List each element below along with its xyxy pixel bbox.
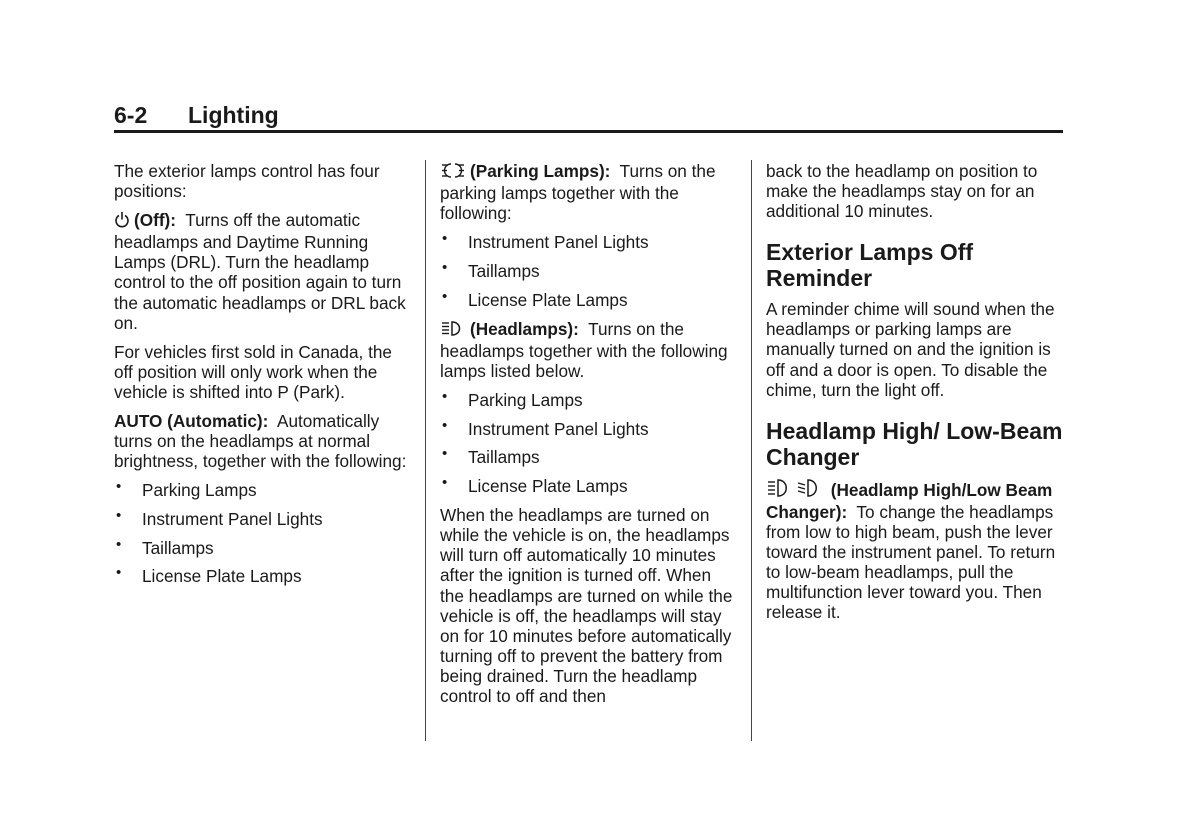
headlamps-text: Turns on the headlamps together with the following lamps listed below. [440,318,728,381]
bullet-icon: • [442,474,448,492]
bullet-icon: • [442,388,448,406]
bullet-icon: • [442,416,448,434]
auto-list [114,480,409,586]
list-item: • Instrument Panel Lights [442,230,649,253]
changer-label: (Headlamp High/Low Beam Changer): [766,479,1053,522]
bullet-icon: • [442,230,448,248]
auto-paragraph [114,411,409,471]
list-item: • Taillamps [442,258,540,281]
headlamps-label: (Headlamps): [470,318,579,339]
changer-text: To change the headlamps from low to high beam, push the lever toward the instrument panel. To return to low-beam headlamps, pull the multifunction lever toward you. Then release it. [766,501,1056,623]
headlamps-paragraph [440,319,738,381]
reminder-paragraph: A reminder chime will sound when the headlamps or parking lamps are manually turned on and the ignition is off and a door is open. To disable the chime, turn the light off. [766,299,1055,400]
parking-list [440,232,738,309]
list-item: • License Plate Lamps [442,287,628,310]
reminder-heading: Exterior Lamps Off Reminder [766,239,974,292]
off-paragraph [114,210,409,333]
column-divider [425,160,426,741]
list-item: • Taillamps [442,445,540,468]
low-beam-icon [796,478,822,502]
page-number: 6-2 [114,102,148,128]
changer-heading: Headlamp High/ Low-Beam Changer [766,417,1063,470]
list-item: • License Plate Lamps [442,474,628,497]
continued-paragraph: back to the headlamp on position to make the headlamps stay on for an additional 10 minutes. [766,161,1038,222]
parking-paragraph [440,161,738,223]
bullet-icon: • [116,564,122,582]
changer-paragraph [766,478,1064,623]
column-1 [114,161,409,595]
intro-paragraph: The exterior lamps control has four positions: [114,161,380,202]
power-icon [114,211,130,232]
parking-text: Turns on the parking lamps together with the following: [440,161,716,224]
headlamps-list [440,390,738,496]
list-item: • Instrument Panel Lights [116,507,323,529]
parking-label: (Parking Lamps): [470,161,611,181]
parking-lamps-icon [440,162,466,183]
off-label: (Off): [134,210,176,231]
auto-text: Automatically turns on the headlamps at normal brightness, together with the following: [114,411,407,472]
bullet-icon: • [116,535,122,553]
list-item: • Instrument Panel Lights [442,416,649,439]
off-text: Turns off the automatic headlamps and Daytime Running Lamps (DRL). Turn the headlamp control to the off position again to turn the automatic headlamps or DRL back on. [114,210,406,333]
headlamp-icon [440,320,466,341]
bullet-icon: • [442,445,448,463]
column-divider [751,160,752,741]
list-item: • Taillamps [116,535,214,558]
page-header [114,100,1063,133]
column-3 [766,161,1064,631]
high-beam-icon [766,478,792,502]
bullet-icon: • [116,507,122,524]
canada-paragraph: For vehicles first sold in Canada, the off position will only work when the vehicle is shifted into P (Park). [114,341,392,402]
list-item: • Parking Lamps [116,478,257,501]
bullet-icon: • [116,478,122,496]
list-item: • License Plate Lamps [116,564,302,587]
column-2 [440,161,738,715]
bullet-icon: • [442,258,448,276]
section-title: Lighting [188,102,279,128]
auto-label: AUTO (Automatic): [114,411,269,432]
list-item: • Parking Lamps [442,388,583,411]
bullet-icon: • [442,287,448,305]
closing-paragraph: When the headlamps are turned on while the vehicle is on, the headlamps will turn off automatically 10 minutes after the ignition is turned off. When the headlamps are turned on while the vehicle is off, the headlamps will stay on for 10 minutes before automatically turning off to prevent the battery from being drained. Turn the headlamp control to off and then [440,505,733,707]
